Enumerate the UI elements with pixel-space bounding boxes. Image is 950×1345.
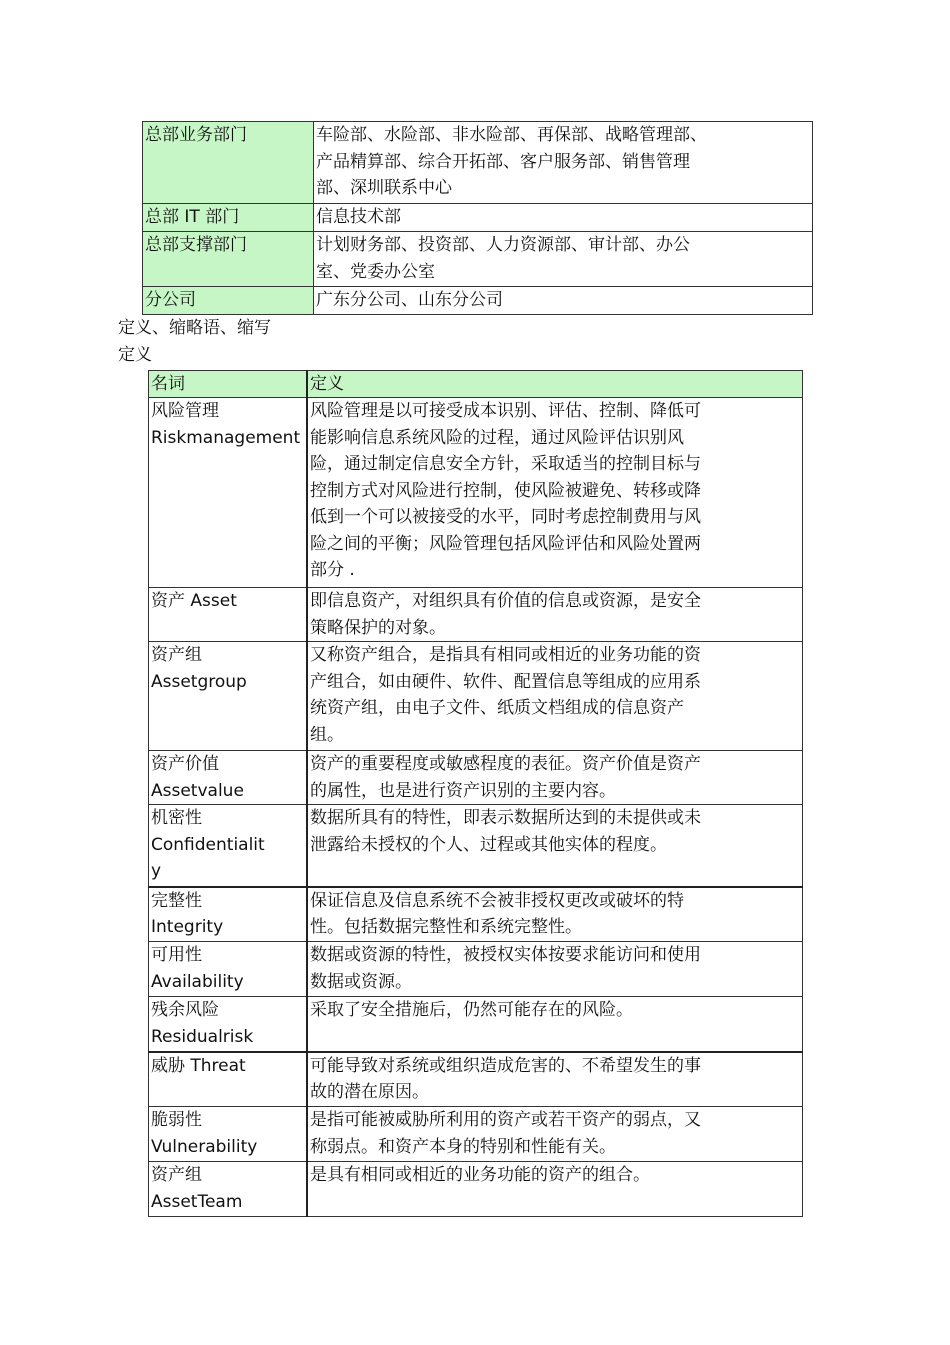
definition-cell xyxy=(307,942,803,997)
term-line: Residualrisk xyxy=(151,1026,254,1047)
department-table-body xyxy=(143,122,813,315)
table-row xyxy=(149,805,803,887)
definition-line: 可能导致对系统或组织造成危害的、不希望发生的事 xyxy=(310,1055,701,1076)
term-line: Vulnerability xyxy=(151,1136,258,1157)
definition-cell xyxy=(307,398,803,588)
definition-line: 即信息资产，对组织具有价值的信息或资源，是安全 xyxy=(310,591,701,611)
dept-units-cell xyxy=(314,122,813,204)
dept-units-line: 产品精算部、综合开拓部、客户服务部、销售管理 xyxy=(316,151,690,172)
definition-line: 又称资产组合，是指具有相同或相近的业务功能的资 xyxy=(310,645,701,665)
table-row xyxy=(149,997,803,1052)
definition-cell xyxy=(307,997,803,1052)
table-row xyxy=(149,588,803,642)
definition-line: 性。包括数据完整性和系统完整性。 xyxy=(310,917,582,937)
term-line: Riskmanagement xyxy=(151,427,301,448)
dept-name: 分公司 xyxy=(145,290,196,310)
term-cell xyxy=(149,942,308,997)
table-row xyxy=(149,1162,803,1217)
term-line: 脆弱性 xyxy=(151,1110,202,1130)
table-row xyxy=(149,751,803,805)
definitions-table-body xyxy=(149,371,803,1217)
definition-line: 控制方式对风险进行控制，使风险被避免、转移或降 xyxy=(310,480,701,501)
term-line: 残余风险 xyxy=(151,1000,219,1020)
definition-line: 故的潜在原因。 xyxy=(310,1082,429,1102)
term-line: Assetvalue xyxy=(151,780,244,801)
table-row xyxy=(143,232,813,287)
definition-line: 策略保护的对象。 xyxy=(310,617,446,638)
table-row xyxy=(143,204,813,232)
definition-line: 是指可能被威胁所利用的资产或若干资产的弱点，又 xyxy=(310,1110,701,1130)
term-line: 资产 Asset xyxy=(151,591,237,611)
definition-line: 的属性，也是进行资产识别的主要内容。 xyxy=(310,780,616,801)
table-row xyxy=(149,1052,803,1107)
definition-cell xyxy=(307,887,803,942)
dept-units-cell xyxy=(314,287,813,315)
term-cell xyxy=(149,1107,308,1162)
table-row xyxy=(149,942,803,997)
term-cell xyxy=(149,642,308,751)
table-row xyxy=(149,642,803,751)
column-header-definition: 定义 xyxy=(307,371,803,398)
term-cell xyxy=(149,1162,308,1217)
table-row xyxy=(143,287,813,315)
definition-line: 数据所具有的特性，即表示数据所达到的未提供或未 xyxy=(310,808,701,828)
definition-cell xyxy=(307,1052,803,1107)
dept-units-cell xyxy=(314,232,813,287)
term-cell xyxy=(149,887,308,942)
definition-line: 保证信息及信息系统不会被非授权更改或破坏的特 xyxy=(310,890,684,911)
definition-cell xyxy=(307,751,803,805)
dept-units-cell xyxy=(314,204,813,232)
term-cell xyxy=(149,805,308,887)
dept-name: 总部 IT 部门 xyxy=(145,207,240,227)
term-line: AssetTeam xyxy=(151,1191,243,1212)
definition-line: 能影响信息系统风险的过程，通过风险评估识别风 xyxy=(310,427,684,448)
dept-name: 总部支撑部门 xyxy=(145,235,247,255)
table-header-row xyxy=(149,371,803,398)
dept-cell xyxy=(143,204,314,232)
sub-heading: 定义 xyxy=(118,345,152,365)
term-line: 机密性 xyxy=(151,808,202,828)
dept-units-line: 计划财务部、投资部、人力资源部、审计部、办公 xyxy=(316,235,690,255)
definition-line: 数据或资源的特性，被授权实体按要求能访问和使用 xyxy=(310,945,701,965)
dept-cell xyxy=(143,232,314,287)
term-line: 威胁 Threat xyxy=(151,1055,246,1076)
definition-line: 产组合，如由硬件、软件、配置信息等组成的应用系 xyxy=(310,671,701,692)
dept-units-line: 信息技术部 xyxy=(316,207,401,227)
department-table xyxy=(142,121,813,315)
column-header-term: 名词 xyxy=(149,371,308,398)
term-line: 可用性 xyxy=(151,945,202,965)
dept-cell xyxy=(143,122,314,204)
term-line: 风险管理 xyxy=(151,401,219,421)
term-line: Integrity xyxy=(151,917,224,937)
term-cell xyxy=(149,1052,308,1107)
term-line: 资产组 xyxy=(151,1165,202,1185)
section-heading: 定义、缩略语、缩写 xyxy=(118,318,271,338)
definition-line: 资产的重要程度或敏感程度的表征。资产价值是资产 xyxy=(310,754,701,774)
definition-line: 泄露给未授权的个人、过程或其他实体的程度。 xyxy=(310,834,667,855)
term-cell xyxy=(149,588,308,642)
table-row xyxy=(149,887,803,942)
definition-cell xyxy=(307,588,803,642)
definition-line: 组。 xyxy=(310,724,344,745)
term-line: y xyxy=(151,861,162,881)
definition-line: 称弱点。和资产本身的特别和性能有关。 xyxy=(310,1136,616,1157)
dept-units-line: 车险部、水险部、非水险部、再保部、战略管理部、 xyxy=(316,125,707,145)
dept-name: 总部业务部门 xyxy=(145,125,247,145)
table-row xyxy=(149,398,803,588)
term-line: Confidentialit xyxy=(151,834,265,855)
term-line: 资产组 xyxy=(151,645,202,665)
term-cell xyxy=(149,398,308,588)
dept-units-line: 室、党委办公室 xyxy=(316,261,435,282)
definition-cell xyxy=(307,805,803,887)
definition-line: 部分 . xyxy=(310,560,355,580)
term-cell xyxy=(149,997,308,1052)
dept-units-line: 部、深圳联系中心 xyxy=(316,178,452,198)
definitions-table xyxy=(148,370,803,1217)
definition-line: 是具有相同或相近的业务功能的资产的组合。 xyxy=(310,1165,650,1185)
dept-cell xyxy=(143,287,314,315)
definition-line: 险，通过制定信息安全方针，采取适当的控制目标与 xyxy=(310,454,701,474)
term-line: 资产价值 xyxy=(151,754,219,774)
definition-line: 险之间的平衡；风险管理包括风险评估和风险处置两 xyxy=(310,533,701,554)
definition-cell xyxy=(307,642,803,751)
definition-line: 统资产组，由电子文件、纸质文档组成的信息资产 xyxy=(310,698,684,718)
definition-cell xyxy=(307,1162,803,1217)
definition-cell xyxy=(307,1107,803,1162)
definition-line: 采取了安全措施后，仍然可能存在的风险。 xyxy=(310,1000,633,1020)
definition-line: 低到一个可以被接受的水平，同时考虑控制费用与风 xyxy=(310,507,701,527)
table-row xyxy=(149,1107,803,1162)
term-line: Assetgroup xyxy=(151,671,247,692)
definition-line: 风险管理是以可接受成本识别、评估、控制、降低可 xyxy=(310,401,701,421)
table-row xyxy=(143,122,813,204)
definition-line: 数据或资源。 xyxy=(310,971,412,992)
dept-units-line: 广东分公司、山东分公司 xyxy=(316,290,503,310)
term-cell xyxy=(149,751,308,805)
term-line: 完整性 xyxy=(151,890,202,911)
term-line: Availability xyxy=(151,971,244,992)
